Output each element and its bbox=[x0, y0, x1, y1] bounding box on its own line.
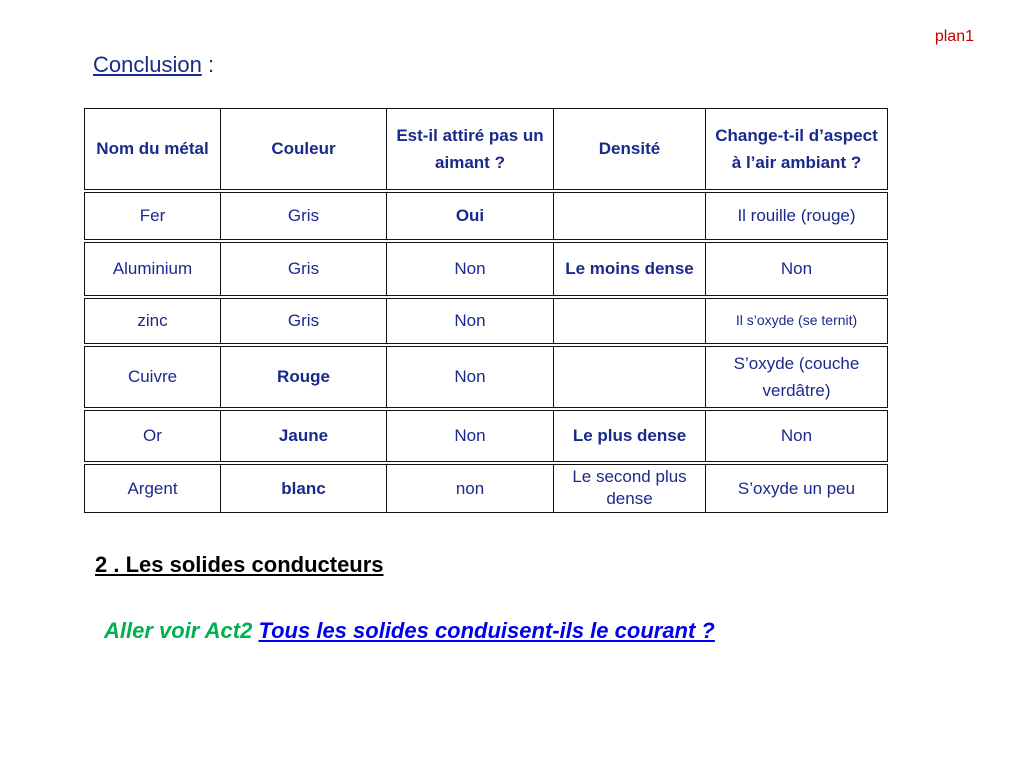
activity-question-link[interactable]: Tous les solides conduisent-ils le courant ? bbox=[258, 618, 715, 643]
header-density: Densité bbox=[554, 109, 706, 191]
cell-metal: Argent bbox=[85, 463, 221, 513]
cell-density bbox=[554, 191, 706, 241]
header-color: Couleur bbox=[221, 109, 387, 191]
cell-air-change: Il rouille (rouge) bbox=[706, 191, 888, 241]
cell-metal: Fer bbox=[85, 191, 221, 241]
header-magnet: Est-il attiré pas un aimant ? bbox=[387, 109, 554, 191]
activity-line bbox=[104, 618, 715, 644]
cell-color: Gris bbox=[221, 241, 387, 297]
cell-color: Rouge bbox=[221, 345, 387, 409]
cell-magnet: Non bbox=[387, 409, 554, 463]
cell-density: Le second plus dense bbox=[554, 463, 706, 513]
cell-air-change: Non bbox=[706, 241, 888, 297]
cell-color: Gris bbox=[221, 297, 387, 345]
cell-magnet: non bbox=[387, 463, 554, 513]
cell-air-change: Non bbox=[706, 409, 888, 463]
cell-metal: Aluminium bbox=[85, 241, 221, 297]
cell-metal: zinc bbox=[85, 297, 221, 345]
cell-density: Le plus dense bbox=[554, 409, 706, 463]
table-row bbox=[85, 191, 888, 241]
cell-color: Jaune bbox=[221, 409, 387, 463]
cell-air-change: S’oxyde (couche verdâtre) bbox=[706, 345, 888, 409]
metals-table bbox=[84, 108, 888, 513]
cell-magnet: Non bbox=[387, 241, 554, 297]
header-air-change: Change-t-il d’aspect à l’air ambiant ? bbox=[706, 109, 888, 191]
table-row bbox=[85, 241, 888, 297]
cell-density: Le moins dense bbox=[554, 241, 706, 297]
table-header-row bbox=[85, 109, 888, 191]
cell-density bbox=[554, 297, 706, 345]
plan1-link[interactable]: plan1 bbox=[934, 28, 974, 45]
table-row bbox=[85, 463, 888, 513]
table-row bbox=[85, 297, 888, 345]
activity-prefix: Aller voir Act2 bbox=[104, 618, 253, 643]
cell-magnet: Non bbox=[387, 345, 554, 409]
cell-air-change: S’oxyde un peu bbox=[706, 463, 888, 513]
cell-magnet: Oui bbox=[387, 191, 554, 241]
cell-density bbox=[554, 345, 706, 409]
header-metal-name: Nom du métal bbox=[85, 109, 221, 191]
cell-metal: Or bbox=[85, 409, 221, 463]
cell-air-change: Il s’oxyde (se ternit) bbox=[706, 297, 888, 345]
conclusion-link[interactable]: Conclusion bbox=[93, 52, 202, 77]
cell-color: blanc bbox=[221, 463, 387, 513]
cell-color: Gris bbox=[221, 191, 387, 241]
cell-magnet: Non bbox=[387, 297, 554, 345]
cell-metal: Cuivre bbox=[85, 345, 221, 409]
section-title: 2 . Les solides conducteurs bbox=[95, 552, 384, 577]
conclusion-heading bbox=[93, 52, 214, 78]
table-row bbox=[85, 409, 888, 463]
conclusion-colon: : bbox=[201, 52, 215, 77]
table-row bbox=[85, 345, 888, 409]
